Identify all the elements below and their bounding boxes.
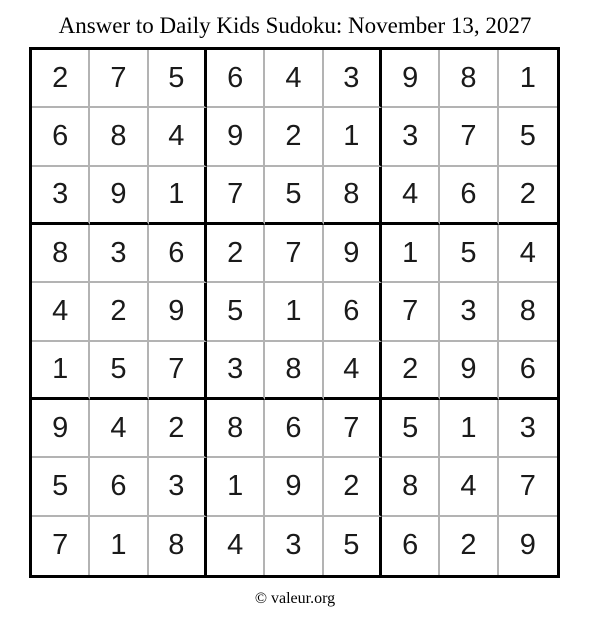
sudoku-cell: 2	[499, 167, 557, 225]
sudoku-cell: 6	[324, 283, 382, 341]
sudoku-cell: 7	[440, 108, 498, 166]
sudoku-cell: 7	[265, 225, 323, 283]
sudoku-cell: 8	[149, 517, 207, 575]
sudoku-cell: 6	[440, 167, 498, 225]
sudoku-cell: 1	[32, 342, 90, 400]
sudoku-cell: 8	[265, 342, 323, 400]
sudoku-cell: 3	[499, 400, 557, 458]
sudoku-cell: 9	[440, 342, 498, 400]
sudoku-cell: 2	[90, 283, 148, 341]
sudoku-cell: 6	[32, 108, 90, 166]
sudoku-cell: 8	[207, 400, 265, 458]
sudoku-cell: 2	[440, 517, 498, 575]
sudoku-cell: 6	[382, 517, 440, 575]
sudoku-cell: 1	[440, 400, 498, 458]
sudoku-cell: 6	[499, 342, 557, 400]
sudoku-cell: 4	[382, 167, 440, 225]
sudoku-cell: 4	[149, 108, 207, 166]
sudoku-cell: 6	[149, 225, 207, 283]
sudoku-cell: 9	[149, 283, 207, 341]
sudoku-cell: 7	[90, 50, 148, 108]
sudoku-cell: 3	[382, 108, 440, 166]
sudoku-cell: 6	[207, 50, 265, 108]
sudoku-cell: 5	[382, 400, 440, 458]
sudoku-cell: 8	[382, 458, 440, 516]
sudoku-cell: 7	[324, 400, 382, 458]
sudoku-cell: 2	[32, 50, 90, 108]
sudoku-grid	[29, 47, 560, 578]
sudoku-cell: 8	[32, 225, 90, 283]
sudoku-cell: 9	[265, 458, 323, 516]
sudoku-cell: 5	[32, 458, 90, 516]
sudoku-cell: 4	[499, 225, 557, 283]
sudoku-cell: 3	[440, 283, 498, 341]
sudoku-cell: 8	[440, 50, 498, 108]
sudoku-cell: 2	[207, 225, 265, 283]
sudoku-cell: 2	[149, 400, 207, 458]
sudoku-cell: 9	[519, 529, 536, 562]
sudoku-cell: 3	[324, 50, 382, 108]
sudoku-cell: 2	[324, 458, 382, 516]
sudoku-cell: 7	[382, 283, 440, 341]
sudoku-cell: 5	[149, 50, 207, 108]
sudoku-cell: 4	[90, 400, 148, 458]
sudoku-cell: 9	[324, 225, 382, 283]
sudoku-cell: 2	[382, 342, 440, 400]
sudoku-cell: 7	[499, 458, 557, 516]
copyright-footer: © valeur.org	[254, 590, 336, 607]
sudoku-cell: 5	[90, 342, 148, 400]
sudoku-cell: 8	[90, 108, 148, 166]
sudoku-cell: 8	[499, 283, 557, 341]
sudoku-cell: 8	[324, 167, 382, 225]
sudoku-cell: 9	[207, 108, 265, 166]
sudoku-cell: 6	[265, 400, 323, 458]
sudoku-cell: 1	[324, 108, 382, 166]
sudoku-cell: 3	[32, 167, 90, 225]
sudoku-cell: 4	[207, 517, 265, 575]
sudoku-cell: 1	[382, 225, 440, 283]
sudoku-cell: 3	[149, 458, 207, 516]
sudoku-cell: 5	[440, 225, 498, 283]
sudoku-cell: 1	[90, 517, 148, 575]
sudoku-cell: 7	[32, 517, 90, 575]
sudoku-cell: 2	[265, 108, 323, 166]
sudoku-cell: 1	[499, 50, 557, 108]
sudoku-cell: 5	[207, 283, 265, 341]
sudoku-cell: 6	[90, 458, 148, 516]
sudoku-cell: 5	[499, 108, 557, 166]
sudoku-cell: 4	[324, 342, 382, 400]
sudoku-cell: 5	[265, 167, 323, 225]
sudoku-cell: 7	[149, 342, 207, 400]
page-title: Answer to Daily Kids Sudoku: November 13, 2027	[58, 13, 532, 38]
sudoku-cell: 5	[324, 517, 382, 575]
sudoku-cell: 3	[265, 517, 323, 575]
sudoku-cell: 4	[32, 283, 90, 341]
sudoku-cell: 9	[90, 167, 148, 225]
sudoku-cell: 4	[265, 50, 323, 108]
sudoku-cell: 1	[149, 167, 207, 225]
sudoku-cell: 9	[32, 400, 90, 458]
sudoku-cell: 3	[90, 225, 148, 283]
sudoku-cell: 4	[440, 458, 498, 516]
sudoku-cell: 3	[207, 342, 265, 400]
sudoku-cell: 9	[382, 50, 440, 108]
sudoku-cell: 1	[265, 283, 323, 341]
sudoku-cell: 1	[207, 458, 265, 516]
sudoku-cell: 7	[207, 167, 265, 225]
